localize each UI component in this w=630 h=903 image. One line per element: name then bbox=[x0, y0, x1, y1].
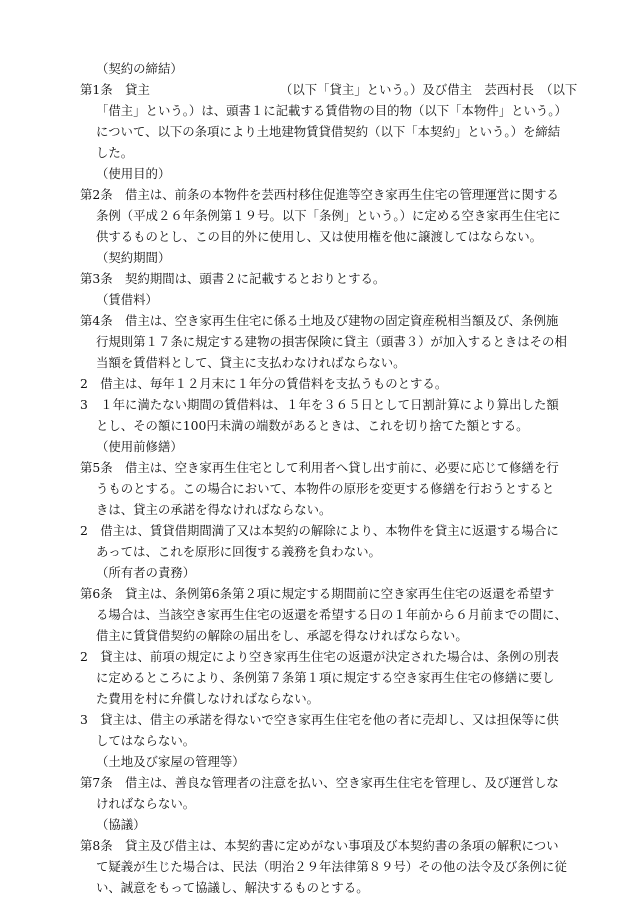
article-7-line: ければならない。 bbox=[96, 796, 196, 811]
heading-contract-conclusion: （契約の締結） bbox=[96, 61, 183, 76]
article-4-paragraph-2: 2 借主は、毎年１２月末に１年分の賃借料を支払うものとする。 bbox=[80, 376, 448, 391]
article-6-paragraph-3: してはならない。 bbox=[96, 733, 196, 748]
article-6-line: る場合は、当該空き家再生住宅の返還を希望する日の１年前から６月前までの間に、 bbox=[96, 607, 567, 622]
heading-rent: （賃借料） bbox=[96, 292, 158, 307]
article-6-paragraph-2: 2 貸主は、前項の規定により空き家再生住宅の返還が決定された場合は、条例の別表 bbox=[80, 649, 559, 664]
heading-owner-duties: （所有者の責務） bbox=[96, 565, 196, 580]
heading-pre-use-repair: （使用前修繕） bbox=[96, 439, 183, 454]
article-6-paragraph-3: 3 貸主は、借主の承諾を得ないで空き家再生住宅を他の者に売却し、又は担保等に供 bbox=[80, 712, 559, 727]
article-2-line: 供するものとし、この目的外に使用し、又は使用権を他に譲渡してはならない。 bbox=[96, 229, 543, 244]
article-6-paragraph-2: に定めるところにより、条例第７条第１項に規定する空き家再生住宅の修繕に要し bbox=[96, 670, 555, 685]
article-1-line: について、以下の条項により土地建物賃貸借契約（以下「本契約」という。）を締結 bbox=[96, 124, 561, 139]
article-3-line: 第3条 契約期間は、頭書２に記載するとおりとする。 bbox=[80, 271, 386, 286]
article-1-line: 「借主」という。）は、頭書１に記載する賃借物の目的物（以下「本物件」という。） bbox=[96, 103, 567, 118]
article-2-line: 第2条 借主は、前条の本物件を芸西村移住促進等空き家再生住宅の管理運営に関する bbox=[80, 187, 559, 202]
article-5-paragraph-2: あっては、これを原形に回復する義務を負わない。 bbox=[96, 544, 381, 559]
article-4-paragraph-3: 3 １年に満たない期間の賃借料は、１年を３６５日として日割計算により算出した額 bbox=[80, 397, 559, 412]
heading-land-house-management: （土地及び家屋の管理等） bbox=[96, 754, 245, 769]
article-5-paragraph-2: 2 借主は、賃貸借期間満了又は本契約の解除により、本物件を貸主に返還する場合に bbox=[80, 523, 559, 538]
article-5-line: うものとする。この場合において、本物件の原形を変更する修繕を行おうとすると bbox=[96, 481, 555, 496]
heading-purpose-of-use: （使用目的） bbox=[96, 166, 171, 181]
article-6-paragraph-2: た費用を村に弁償しなければならない。 bbox=[96, 691, 320, 706]
article-4-line: 当額を賃借料として、貸主に支払わなければならない。 bbox=[96, 355, 406, 370]
article-7-line: 第7条 借主は、善良な管理者の注意を払い、空き家再生住宅を管理し、及び運営しな bbox=[80, 775, 559, 790]
article-8-line: い、誠意をもって協議し、解決するものとする。 bbox=[96, 880, 369, 895]
article-6-line: 第6条 貸主は、条例第6条第２項に規定する期間前に空き家再生住宅の返還を希望す bbox=[80, 586, 555, 601]
article-1-line: した。 bbox=[96, 145, 134, 160]
article-8-line: 第8条 貸主及び借主は、本契約書に定めがない事項及び本契約書の条項の解釈につい bbox=[80, 838, 559, 853]
article-4-line: 第4条 借主は、空き家再生住宅に係る土地及び建物の固定資産税相当額及び、条例施 bbox=[80, 313, 559, 328]
article-2-line: 条例（平成２６年条例第１９号。以下「条例」という。）に定める空き家再生住宅に bbox=[96, 208, 561, 223]
article-5-line: きは、貸主の承諾を得なければならない。 bbox=[96, 502, 332, 517]
article-5-line: 第5条 借主は、空き家再生住宅として利用者へ貸し出す前に、必要に応じて修繕を行 bbox=[80, 460, 559, 475]
heading-consultation: （協議） bbox=[96, 817, 146, 832]
article-6-line: 借主に賃貸借契約の解除の届出をし、承認を得なければならない。 bbox=[96, 628, 468, 643]
article-8-line: て疑義が生じた場合は、民法（明治２９年法律第８９号）その他の法令及び条例に従 bbox=[96, 859, 567, 874]
article-1-line: 第1条 貸主 （以下「貸主」という。）及び借主 芸西村長 （以下 bbox=[80, 82, 578, 97]
article-4-line: 行規則第１７条に規定する建物の損害保険に貸主（頭書３）が加入するときはその相 bbox=[96, 334, 567, 349]
article-4-paragraph-3: とし、その額に100円未満の端数があるときは、これを切り捨てた額とする。 bbox=[96, 418, 529, 433]
heading-contract-period: （契約期間） bbox=[96, 250, 171, 265]
